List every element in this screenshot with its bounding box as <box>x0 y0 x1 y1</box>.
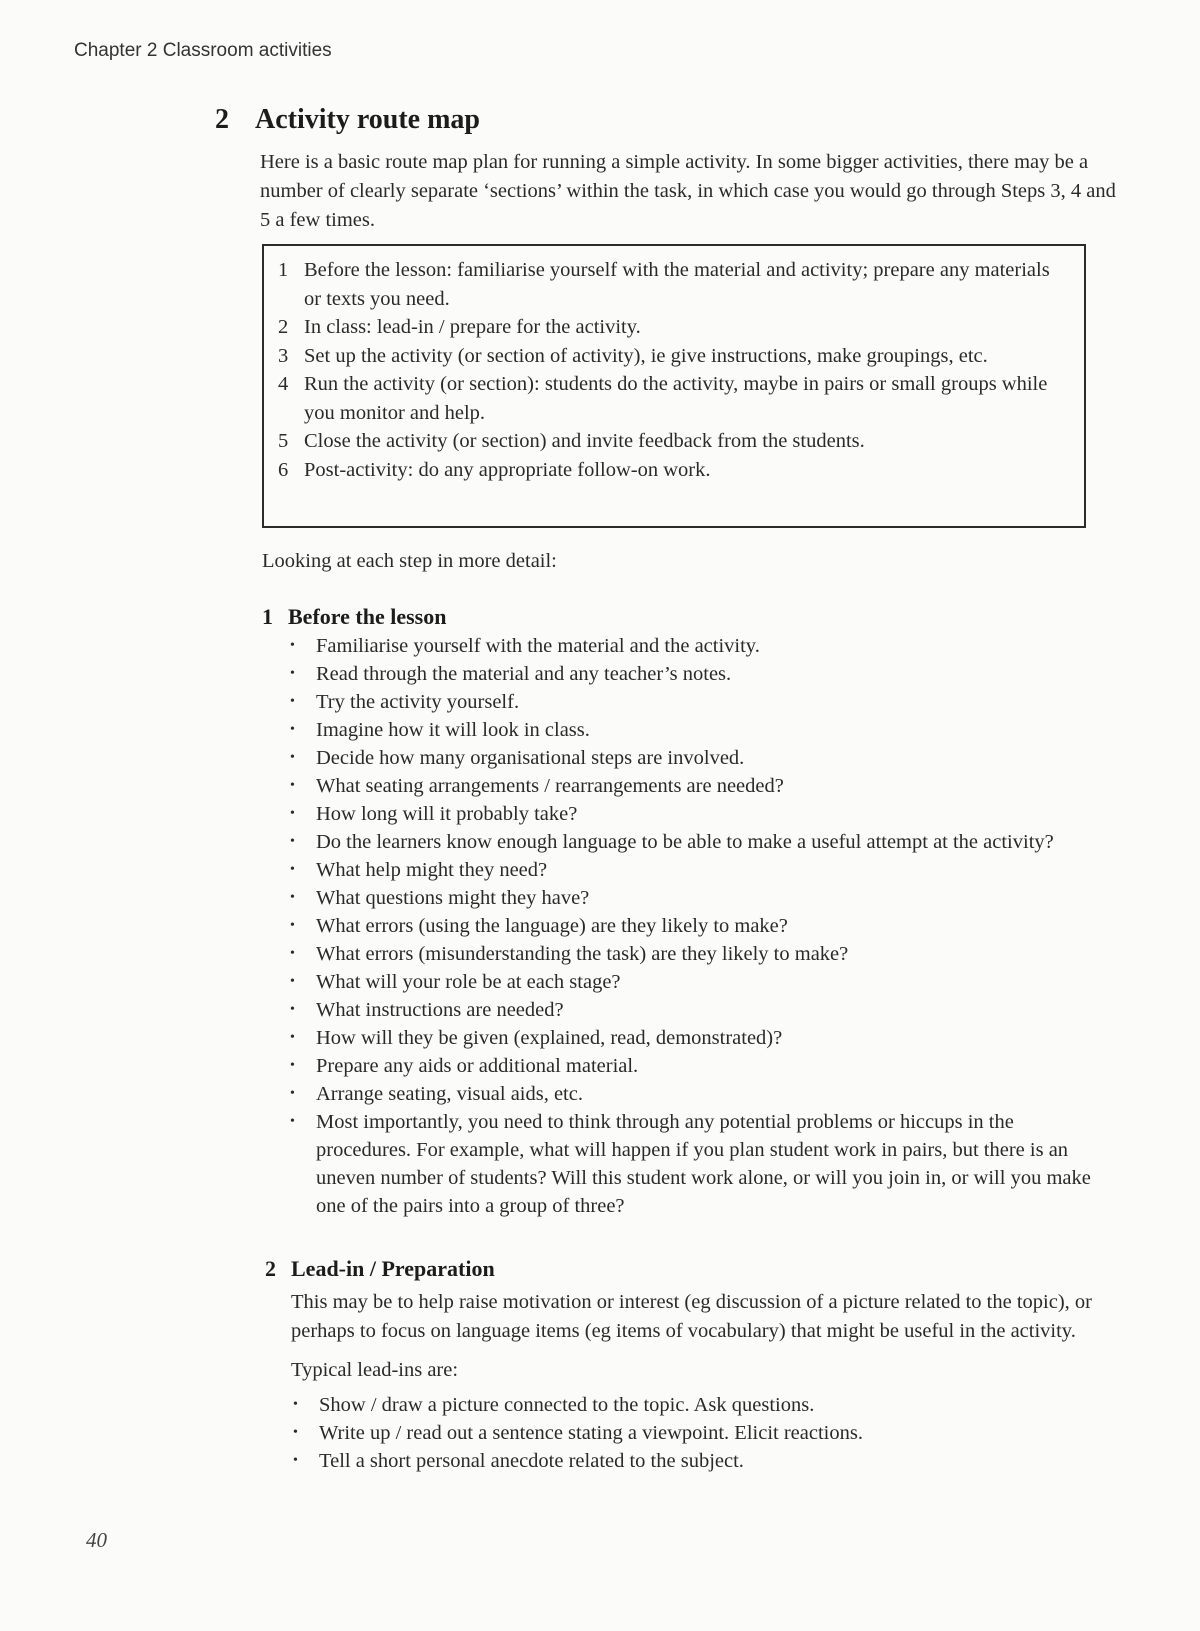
list-item-text: Read through the material and any teacher’s notes. <box>316 663 732 685</box>
list-item <box>290 940 1102 968</box>
list-item-text: Imagine how it will look in class. <box>316 719 590 741</box>
list-item <box>290 688 1102 716</box>
list-item <box>293 1447 1105 1475</box>
lead-in-section <box>265 1256 1105 1475</box>
list-item <box>290 884 1102 912</box>
list-item <box>290 912 1102 940</box>
list-item-text: How long will it probably take? <box>316 803 578 825</box>
route-step <box>278 313 1068 342</box>
step-number: 6 <box>278 458 289 481</box>
subsection-number: 2 <box>265 1256 276 1281</box>
list-item-text: What will your role be at each stage? <box>316 971 621 993</box>
step-text: In class: lead-in / prepare for the activity. <box>304 316 641 338</box>
list-item-text: Arrange seating, visual aids, etc. <box>316 1083 583 1105</box>
lead-in-list <box>265 1391 1105 1475</box>
bullet-icon: • <box>290 974 295 989</box>
step-text: Close the activity (or section) and invite feedback from the students. <box>304 430 865 452</box>
list-item-text: What errors (using the language) are they likely to make? <box>316 915 788 937</box>
list-item-text: Decide how many organisational steps are involved. <box>316 747 745 769</box>
route-steps-list <box>278 256 1068 484</box>
list-item-text: What questions might they have? <box>316 887 590 909</box>
bullet-icon: • <box>290 1058 295 1073</box>
route-step <box>278 370 1068 427</box>
step-text: Run the activity (or section): students do the activity, maybe in pairs or small groups while you monitor and help. <box>304 373 1048 424</box>
list-item <box>290 856 1102 884</box>
list-item-text: Try the activity yourself. <box>316 691 520 713</box>
list-item-text: Show / draw a picture connected to the topic. Ask questions. <box>319 1394 815 1416</box>
bullet-icon: • <box>290 946 295 961</box>
step-text: Set up the activity (or section of activity), ie give instructions, make groupings, etc. <box>304 344 988 367</box>
bullet-icon: • <box>290 750 295 765</box>
step-number: 4 <box>278 373 289 395</box>
list-item <box>290 1108 1102 1220</box>
bullet-icon: • <box>293 1425 298 1440</box>
list-item-text: Familiarise yourself with the material and the activity. <box>316 635 760 657</box>
list-item-text: What errors (misunderstanding the task) are they likely to make? <box>316 943 849 965</box>
bullet-icon: • <box>290 806 295 821</box>
subsection-title: Lead-in / Preparation <box>291 1256 495 1281</box>
list-item-text: How will they be given (explained, read, demonstrated)? <box>316 1027 783 1049</box>
intro-paragraph: Here is a basic route map plan for running a simple activity. In some bigger activities, there may be a number of clearly separate ‘sections’ within the task, in which case you would go through Steps 3, 4 and 5 a few times. <box>260 151 1116 231</box>
list-item <box>290 828 1102 856</box>
subsection-number: 1 <box>262 604 273 629</box>
route-step <box>278 427 1068 456</box>
list-item <box>290 772 1102 800</box>
subsection-title: Before the lesson <box>288 604 447 629</box>
list-item <box>290 632 1102 660</box>
subsection-heading <box>265 1256 1105 1282</box>
list-item <box>290 660 1102 688</box>
list-item <box>290 716 1102 744</box>
running-head: Chapter 2 Classroom activities <box>74 40 332 61</box>
list-item <box>290 800 1102 828</box>
bullet-icon: • <box>290 1030 295 1045</box>
list-item-text: Tell a short personal anecdote related to the subject. <box>319 1450 744 1472</box>
subsection-heading <box>262 604 1102 630</box>
step-number: 3 <box>278 344 289 367</box>
bullet-icon: • <box>290 1002 295 1017</box>
list-item-text: Prepare any aids or additional material. <box>316 1055 639 1077</box>
step-text: Post-activity: do any appropriate follow-on work. <box>304 458 711 481</box>
list-item <box>290 744 1102 772</box>
before-lesson-section <box>262 604 1102 1220</box>
list-item <box>290 1080 1102 1108</box>
list-item-text: Most importantly, you need to think through any potential problems or hiccups in the procedures. For example, what will happen if you plan student work in pairs, but there is an uneven number of students? Will this student work alone, or will you join in, or will you make one of the pairs into a group of three? <box>316 1111 1091 1217</box>
bullet-icon: • <box>290 694 295 709</box>
list-item-text: What seating arrangements / rearrangements are needed? <box>316 775 784 797</box>
bullet-icon: • <box>290 890 295 905</box>
page-number: 40 <box>86 1528 107 1552</box>
bullet-icon: • <box>293 1453 298 1468</box>
list-item <box>290 996 1102 1024</box>
section-heading <box>215 104 480 136</box>
list-item <box>293 1419 1105 1447</box>
bullet-icon: • <box>290 666 295 681</box>
bullet-icon: • <box>290 862 295 877</box>
step-number: 2 <box>278 316 289 338</box>
typical-lead-ins-text: Typical lead-ins are: <box>291 1359 459 1381</box>
step-text: Before the lesson: familiarise yourself with the material and activity; prepare any materials or texts you need. <box>304 259 1050 310</box>
bullet-icon: • <box>290 1086 295 1101</box>
bullet-icon: • <box>290 778 295 793</box>
list-item-text: What help might they need? <box>316 859 548 881</box>
list-item <box>290 968 1102 996</box>
bullet-icon: • <box>290 1114 295 1129</box>
section-number: 2 <box>215 104 229 135</box>
list-item <box>293 1391 1105 1419</box>
section-title: Activity route map <box>255 104 480 135</box>
route-step <box>278 456 1068 485</box>
list-item-text: Write up / read out a sentence stating a viewpoint. Elicit reactions. <box>319 1422 863 1444</box>
list-item <box>290 1024 1102 1052</box>
step-number: 5 <box>278 430 289 452</box>
bullet-icon: • <box>290 722 295 737</box>
step-number: 1 <box>278 259 289 281</box>
bullet-icon: • <box>290 918 295 933</box>
bullet-icon: • <box>290 638 295 653</box>
list-item <box>290 1052 1102 1080</box>
before-lesson-list <box>262 632 1102 1220</box>
route-step <box>278 342 1068 371</box>
lead-in-paragraph: This may be to help raise motivation or interest (eg discussion of a picture related to the topic), or perhaps to focus on language items (eg items of vocabulary) that might be useful in the activity. <box>291 1291 1092 1342</box>
list-item-text: Do the learners know enough language to be able to make a useful attempt at the activity? <box>316 831 1054 853</box>
bullet-icon: • <box>290 834 295 849</box>
list-item-text: What instructions are needed? <box>316 999 564 1021</box>
looking-text: Looking at each step in more detail: <box>262 550 557 572</box>
bullet-icon: • <box>293 1397 298 1412</box>
route-step <box>278 256 1068 313</box>
route-map-box <box>262 244 1086 528</box>
